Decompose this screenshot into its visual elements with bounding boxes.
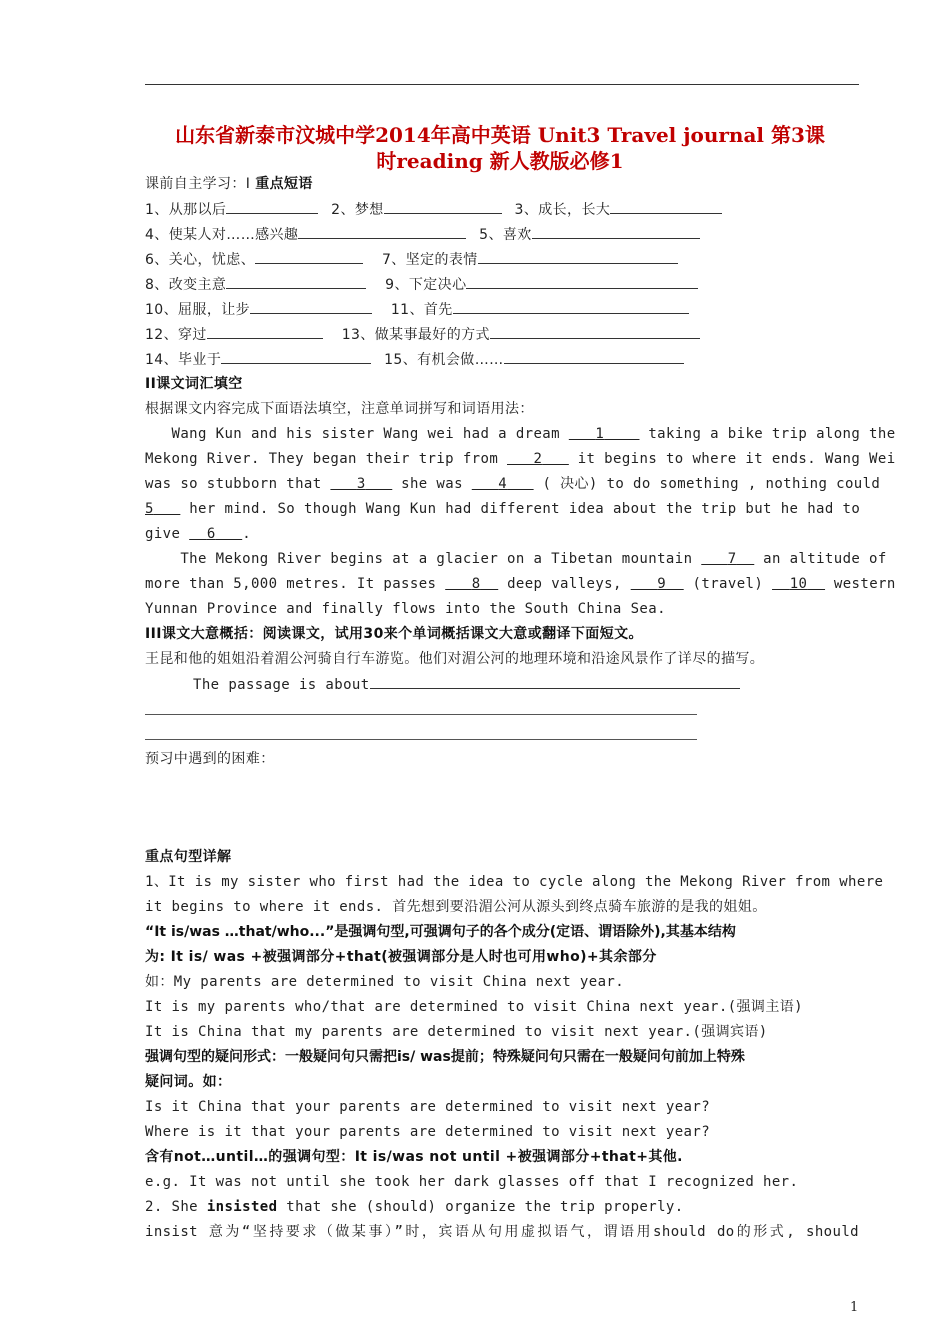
cloze-line-4: 5 her mind. So though Wang Kun had different idea about the trip but he had to [145,501,861,517]
section2-heading: II课文词汇填空 [145,376,243,392]
difficulty-label: 预习中遇到的困难： [145,751,275,767]
phrase-row-6: 12、穿过 13、做某事最好的方式 [145,324,700,345]
blank-2: 2 [533,451,543,467]
blank-10: 10 [789,576,808,592]
blank-9: 9 [657,576,667,592]
blank-1: 1 [595,426,605,442]
section4-heading: 重点句型详解 [145,849,232,865]
phrase-row-1: 1、从那以后 2、梦想 3、成长，长大 [145,199,722,220]
question-example-2: Where is it that your parents are determined to visit next year? [145,1124,711,1140]
blank-3: 3 [356,476,366,492]
phrase-row-5: 10、屈服，让步 11、首先 [145,299,689,320]
cloze-line-8: Yunnan Province and finally flows into the South China Sea. [145,601,666,617]
cloze-line-5: give 6 . [145,526,252,542]
question-example-1: Is it China that your parents are determined to visit next year? [145,1099,711,1115]
document-title-line1: 山东省新泰市汶城中学2014年高中英语 Unit3 Travel journal 第3课 [175,123,825,147]
until-example: e.g. It was not until she took her dark glasses off that I recognized her. [145,1174,799,1190]
sentence1-line1: 1、It is my sister who first had the idea to cycle along the Mekong River from where [145,874,884,890]
page-number: 1 [850,1300,859,1315]
question-rule-line1: 强调句型的疑问形式：一般疑问句只需把is/ was提前；特殊疑问句只需在一般疑问句前加上特殊 [145,1049,745,1065]
summary-prompt: The passage is about [193,674,740,695]
example-intro: 如：My parents are determined to visit China next year. [145,974,625,990]
section3-chinese: 王昆和他的姐姐沿着湄公河骑自行车游览。他们对湄公河的地理环境和沿途风景作了详尽的描写。 [145,651,765,667]
cloze-line-2: Mekong River. They began their trip from 2 it begins to where it ends. Wang Wei [145,451,896,467]
sentence1-line2: it begins to where it ends. 首先想到要沿湄公河从源头到终点骑车旅游的是我的姐姐。 [145,899,767,915]
rule-line2: 为: It is/ was +被强调部分+that(被强调部分是人时也可用who)+其余部分 [145,949,657,965]
example-1: It is my parents who/that are determined to visit China next year.(强调主语) [145,999,803,1015]
section1-heading: 课前自主学习：I 重点短语 [145,176,313,192]
example-2: It is China that my parents are determined to visit next year.(强调宾语) [145,1024,768,1040]
phrase-row-7: 14、毕业于 15、有机会做…… [145,349,684,370]
writing-line-1 [145,714,697,715]
section2-instruction: 根据课文内容完成下面语法填空，注意单词拼写和词语用法： [145,401,534,417]
phrase-row-3: 6、关心，忧虑、 7、坚定的表情 [145,249,678,270]
until-rule: 含有not…until…的强调句型：It is/was not until +被强调部分+that+其他. [145,1149,683,1165]
document-title-line2: 时reading 新人教版必修1 [376,149,624,173]
phrase-row-4: 8、改变主意 9、下定决心 [145,274,698,295]
cloze-line-3: was so stubborn that 3 she was 4 ( 决心) to do something , nothing could [145,476,881,492]
cloze-line-1: Wang Kun and his sister Wang wei had a dream 1 taking a bike trip along the [171,426,896,442]
blank-4: 4 [498,476,508,492]
header-rule [145,84,859,85]
rule-line1: “It is/was …that/who...”是强调句型,可强调句子的各个成分(定语、谓语除外),其基本结构 [145,924,736,940]
blank-5: 5 [145,501,154,517]
writing-line-2 [145,739,697,740]
cloze-line-7: more than 5,000 metres. It passes 8 deep valleys, 9 (travel) 10 western [145,576,896,592]
blank-6: 6 [206,526,216,542]
insist-note: insist 意为“坚持要求（做某事）”时，宾语从句用虚拟语气，谓语用should do的形式, should [145,1224,859,1240]
blank-8: 8 [471,576,481,592]
sentence2: 2. She insisted that she (should) organize the trip properly. [145,1199,684,1215]
section3-heading: III课文大意概括：阅读课文，试用30来个单词概括课文大意或翻译下面短文。 [145,626,643,642]
question-rule-line2: 疑问词。如： [145,1074,232,1090]
phrase-row-2: 4、使某人对……感兴趣 5、喜欢 [145,224,700,245]
cloze-line-6: The Mekong River begins at a glacier on a Tibetan mountain 7 an altitude of [180,551,887,567]
blank-7: 7 [727,551,737,567]
